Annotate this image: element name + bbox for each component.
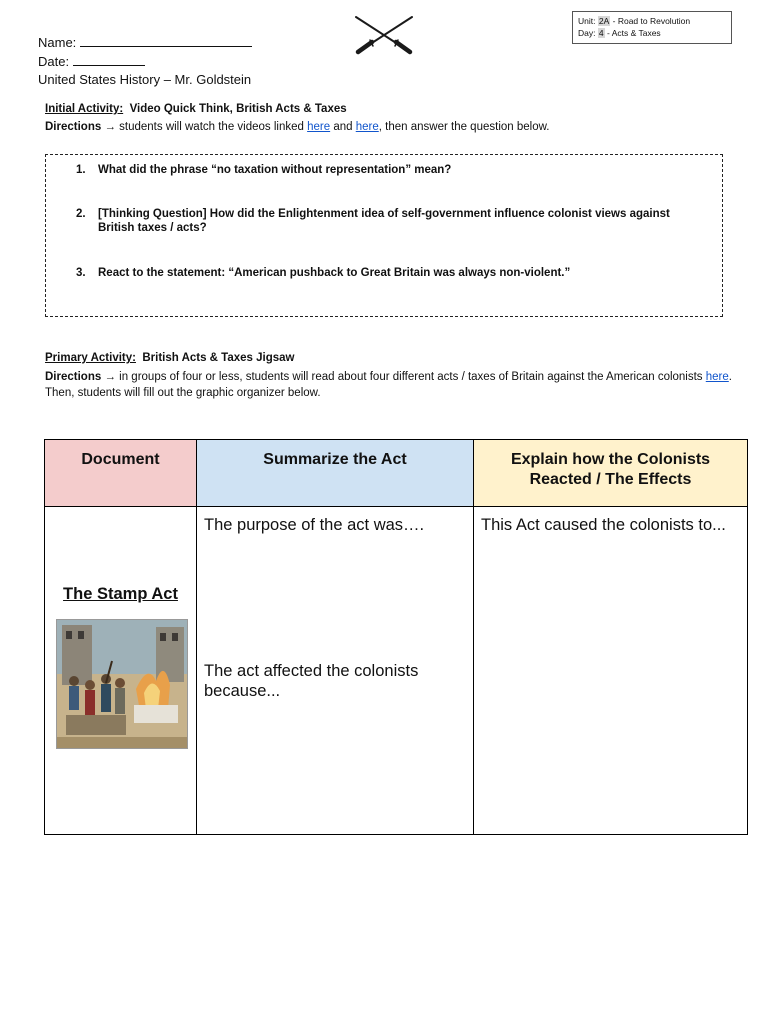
video-link-1[interactable]: here (307, 121, 331, 133)
question-1: 1. What did the phrase “no taxation without representation” mean? (76, 164, 452, 176)
header-effects: Explain how the Colonists Reacted / The Effects (474, 440, 748, 507)
unit-value: 2A (598, 16, 610, 26)
crossed-muskets-icon (352, 14, 416, 56)
initial-directions: Directions → students will watch the videos linked here and here, then answer the question below. (45, 121, 550, 133)
stamp-act-illustration (56, 619, 188, 749)
reading-link[interactable]: here (705, 371, 729, 383)
question-3: 3.React to the statement: “American pushback to Great Britain was always non-violent.” (76, 267, 571, 279)
effects-prompt: This Act caused the colonists to... (481, 516, 726, 534)
summary-prompt-purpose: The purpose of the act was…. (204, 516, 425, 534)
table-row (45, 507, 748, 835)
date-line (38, 53, 145, 70)
unit-day-box (572, 11, 732, 44)
header-document: Document (45, 440, 197, 507)
questions-box (45, 154, 723, 317)
name-label: Name: (38, 35, 77, 50)
day-title: - Acts & Taxes (606, 28, 661, 38)
date-blank[interactable] (73, 53, 145, 66)
day-line: Day: 4 - Acts & Taxes (578, 28, 661, 38)
video-link-2[interactable]: here (355, 121, 379, 133)
primary-activity-heading: Primary Activity: British Acts & Taxes Jigsaw (45, 352, 295, 364)
table-header-row (45, 440, 748, 507)
document-title: The Stamp Act (63, 585, 178, 603)
graphic-organizer-table (44, 439, 748, 835)
effects-cell[interactable] (474, 507, 748, 835)
summary-prompt-affected: The act affected the colonists because... (204, 662, 419, 700)
name-line (38, 34, 252, 51)
summary-cell[interactable] (197, 507, 474, 835)
document-cell (45, 507, 197, 835)
date-label: Date: (38, 54, 70, 69)
unit-line: Unit: 2A - Road to Revolution (578, 16, 691, 26)
header-summarize: Summarize the Act (197, 440, 474, 507)
primary-directions: Directions → in groups of four or less, students will read about four different acts / taxes of Britain against the American colonists here. Then, students will fill out the graphic organizer below. (45, 371, 732, 399)
question-2: 2. [Thinking Question] How did the Enlightenment idea of self-government influence colonist views against British taxes / acts? (76, 208, 670, 234)
name-blank[interactable] (80, 34, 252, 47)
initial-activity-heading: Initial Activity: Video Quick Think, British Acts & Taxes (45, 103, 347, 115)
course-label: United States History – Mr. Goldstein (38, 72, 252, 87)
unit-title: - Road to Revolution (612, 16, 691, 26)
day-value: 4 (598, 28, 604, 38)
